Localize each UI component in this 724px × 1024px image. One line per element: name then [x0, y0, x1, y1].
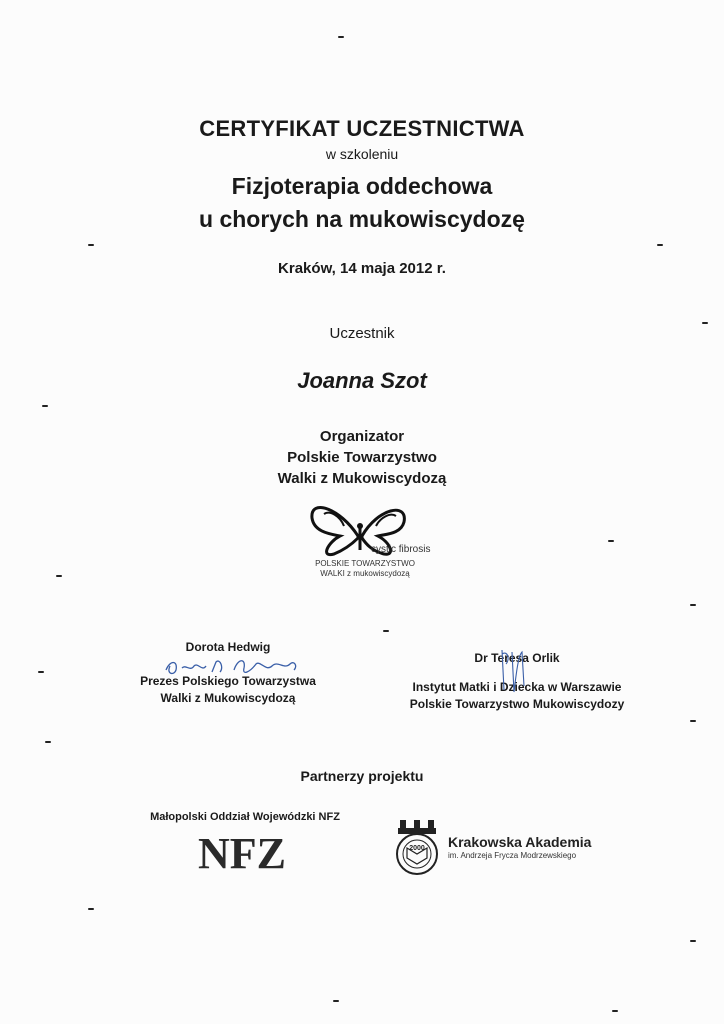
nfz-logo: [192, 828, 292, 874]
participant-name: Joanna Szot: [297, 368, 427, 393]
scan-speck: [690, 940, 696, 942]
signature-scribble-left: [162, 654, 302, 680]
scan-speck: [690, 604, 696, 606]
organizer-line-2: Walki z Mukowiscydozą: [277, 470, 447, 487]
cf-tagline: cystic fibrosis: [371, 544, 431, 555]
krakowska-akademia-crest-icon: [392, 818, 442, 878]
scan-speck: [45, 741, 51, 743]
nfz-label: Małopolski Oddział Wojewódzki NFZ: [150, 811, 340, 823]
signer-right-role-line-2: Polskie Towarzystwo Mukowiscydozy: [409, 697, 625, 711]
signer-left-role-line-1: Prezes Polskiego Towarzystwa: [140, 674, 316, 688]
signer-left-name: Dorota Hedwig: [185, 640, 271, 654]
partners-heading: Partnerzy projektu: [300, 768, 424, 784]
cf-org-line-1: POLSKIE TOWARZYSTWO: [315, 559, 415, 568]
scan-speck: [702, 322, 708, 324]
crest-year: 2000: [409, 845, 425, 852]
signature-scribble-right: [498, 646, 528, 696]
scan-speck: [657, 244, 663, 246]
course-title: [0, 170, 724, 236]
signer-right-name: Dr Teresa Orlik: [474, 651, 560, 665]
course-title-line-2: u chorych na mukowiscydozę: [199, 206, 525, 232]
scan-speck: [333, 1000, 339, 1002]
signer-right-role-line-1: Instytut Matki i Dziecka w Warszawie: [412, 680, 622, 694]
certificate-title: CERTYFIKAT UCZESTNICTWA: [199, 116, 525, 141]
krakowska-akademia-name: Krakowska Akademia: [448, 834, 592, 850]
scan-speck: [88, 244, 94, 246]
scan-speck: [88, 908, 94, 910]
scan-speck: [42, 405, 48, 407]
scan-speck: [38, 671, 44, 673]
course-title-line-1: Fizjoterapia oddechowa: [231, 173, 493, 199]
scan-speck: [690, 720, 696, 722]
organizer-block: [0, 426, 724, 489]
scan-speck: [608, 540, 614, 542]
cf-org-name: [300, 559, 430, 579]
krakowska-akademia-subname: im. Andrzeja Frycza Modrzewskiego: [448, 851, 577, 860]
scan-speck: [612, 1010, 618, 1012]
place-date: Kraków, 14 maja 2012 r.: [278, 260, 446, 277]
scan-speck: [338, 36, 344, 38]
participant-label: Uczestnik: [329, 325, 395, 342]
organizer-label: Organizator: [319, 428, 405, 445]
signer-left-role-line-2: Walki z Mukowiscydozą: [160, 691, 296, 705]
scan-speck: [383, 630, 389, 632]
organizer-line-1: Polskie Towarzystwo: [287, 449, 437, 466]
certificate-subtitle: w szkoleniu: [325, 146, 399, 162]
scan-speck: [56, 575, 62, 577]
nfz-logo-text: NFZ: [198, 829, 286, 874]
cf-org-line-2: WALKI z mukowiscydozą: [320, 569, 410, 578]
